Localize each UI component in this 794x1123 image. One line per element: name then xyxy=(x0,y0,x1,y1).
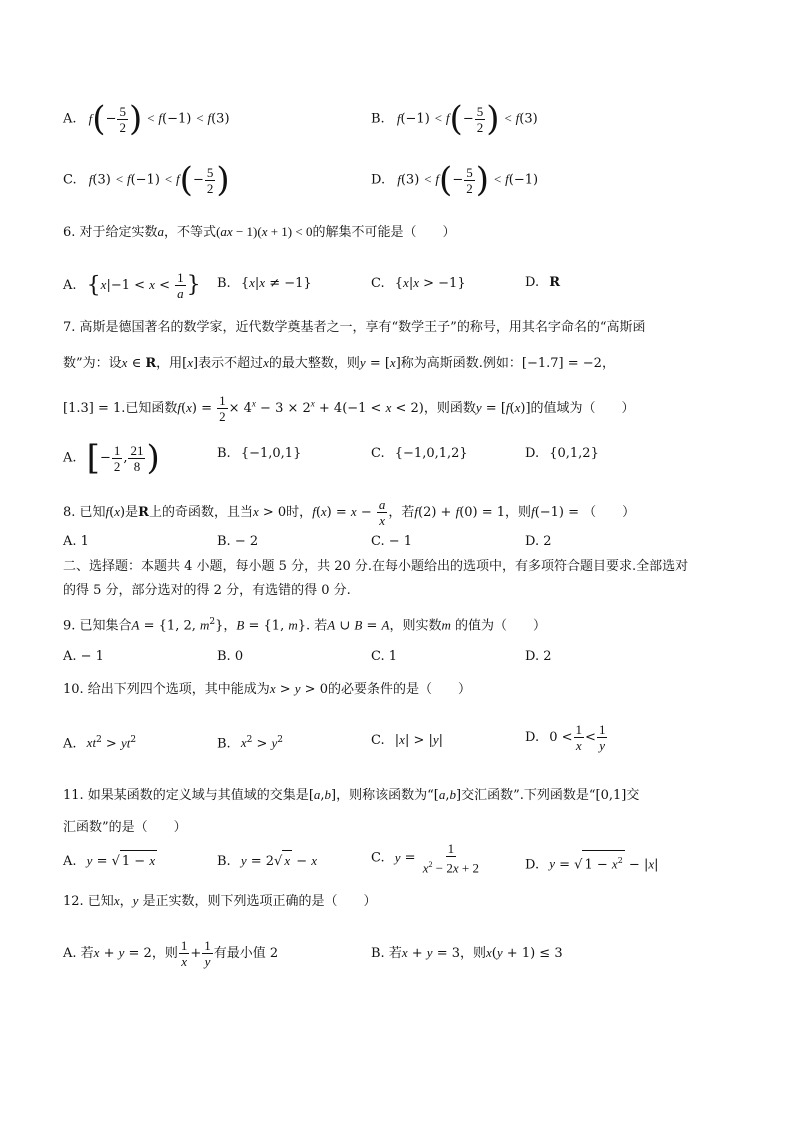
q5-option-b[interactable]: B. f(−1) < f(− $\frac{5}{2}$ ) < f(3) xyxy=(371,99,538,139)
q8-option-b[interactable]: B. − 2 xyxy=(217,534,259,549)
q7-option-c[interactable]: C. {−1,0,1,2} xyxy=(371,446,468,461)
q7-line1: 7. 高斯是德国著名的数学家，近代数学奠基者之一，享有“数学王子”的称号，用其名字命名的“高斯函 xyxy=(63,320,646,335)
q11-option-c[interactable]: C. y = $\frac{1}{x^2 - 2x + 2}$ xyxy=(371,841,479,876)
q7-option-a[interactable]: A. [− $\frac{1}{2}$ , $\frac{21}{8}$ ) xyxy=(63,438,160,478)
q7-line2: 数”为：设x ∈ R，用[x]表示不超过x的最大整数，则y = [x]称为高斯函数.例如：[−1.7] = −2， xyxy=(63,355,615,371)
q10-stem: 10. 给出下列四个选项，其中能成为x > y > 0的必要条件的是（ ） xyxy=(63,681,471,697)
q7-line3: [1.3] = 1.已知函数f(x) = $\frac{1}{2}$ × $4^x - 3 \times 2^x + 4(-1 < x < 2)$，则函数y = [f(x)]的值域为（ ） xyxy=(63,393,635,424)
q5-option-d[interactable]: D. f(3) < f(− $\frac{5}{2}$ ) < f(−1) xyxy=(371,160,539,200)
q6-option-d[interactable]: D. R xyxy=(525,275,561,290)
q8-option-d[interactable]: D. 2 xyxy=(525,534,552,549)
q10-option-c[interactable]: C. |x| > |y| xyxy=(371,732,444,748)
q8-stem: 8. 已知f(x)是R上的奇函数，且当x > 0时，f(x) = x − $\frac{a}{x}$ ，若f(2) + f(0) = 1，则f(−1) = （ ） xyxy=(63,497,636,528)
q9-stem: 9. 已知集合A = {1, 2, $m^2$}，B = {1, m}. 若A ∪ B = A，则实数m 的值为（ ） xyxy=(63,617,547,634)
q12-option-b[interactable]: B. 若x + y = 3，则x(y + 1) ≤ 3 xyxy=(371,945,563,961)
q6-stem: 6. 对于给定实数a，不等式(ax − 1)(x + 1) < 0的解集不可能是（ ） xyxy=(63,224,456,240)
q5-option-a[interactable]: A. f(− $\frac{5}{2}$ ) < f(−1) < f(3) xyxy=(63,99,230,139)
q9-option-b[interactable]: B. 0 xyxy=(217,649,244,664)
q11-option-b[interactable]: B. y = 2√ x − x xyxy=(217,850,317,872)
q10-option-b[interactable]: B. $x^2 > y^2$ xyxy=(217,735,284,752)
q7-option-d[interactable]: D. {0,1,2} xyxy=(525,446,599,461)
section2-line2: 的得 5 分，部分选对的得 2 分，有选错的得 0 分. xyxy=(63,583,351,598)
q9-option-c[interactable]: C. 1 xyxy=(371,649,398,664)
q11-line2: 汇函数”的是（ ） xyxy=(63,820,187,835)
q7-option-b[interactable]: B. {−1,0,1} xyxy=(217,446,302,461)
q11-option-d[interactable]: D. y = √ $1 - x^2 - |x|$ xyxy=(525,850,659,875)
q5-option-c[interactable]: C. f(3) < f(−1) < f(− $\frac{5}{2}$ ) xyxy=(63,160,230,200)
q11-line1: 11. 如果某函数的定义域与其值域的交集是[a,b]，则称该函数为“[a,b]交汇函数”.下列函数是“[0,1]交 xyxy=(63,787,640,803)
q12-option-a[interactable]: A. 若x + y = 2，则 $\frac{1}{x}$ + $\frac{1}{y}$ 有最小值 2 xyxy=(63,938,279,969)
q10-option-d[interactable]: D. 0 < $\frac{1}{x}$ < $\frac{1}{y}$ xyxy=(525,722,606,753)
q12-stem: 12. 已知x，y 是正实数，则下列选项正确的是（ ） xyxy=(63,893,377,909)
q9-option-d[interactable]: D. 2 xyxy=(525,649,552,664)
q11-option-a[interactable]: A. y = √ 1 − x xyxy=(63,850,157,872)
q6-option-c[interactable]: C. {x|x > −1} xyxy=(371,275,466,291)
q9-option-a[interactable]: A. − 1 xyxy=(63,649,104,664)
section2-line1: 二、选择题：本题共 4 小题，每小题 5 分，共 20 分.在每小题给出的选项中，有多项符合题目要求.全部选对 xyxy=(63,559,689,574)
q6-option-b[interactable]: B. {x|x ≠ −1} xyxy=(217,275,312,291)
q8-option-c[interactable]: C. − 1 xyxy=(371,534,413,549)
q6-option-a[interactable]: A. {x|−1 < x < $\frac{1}{a}$ } xyxy=(63,270,201,301)
q8-option-a[interactable]: A. 1 xyxy=(63,534,89,549)
q10-option-a[interactable]: A. $xt^2 > yt^2$ xyxy=(63,735,137,752)
